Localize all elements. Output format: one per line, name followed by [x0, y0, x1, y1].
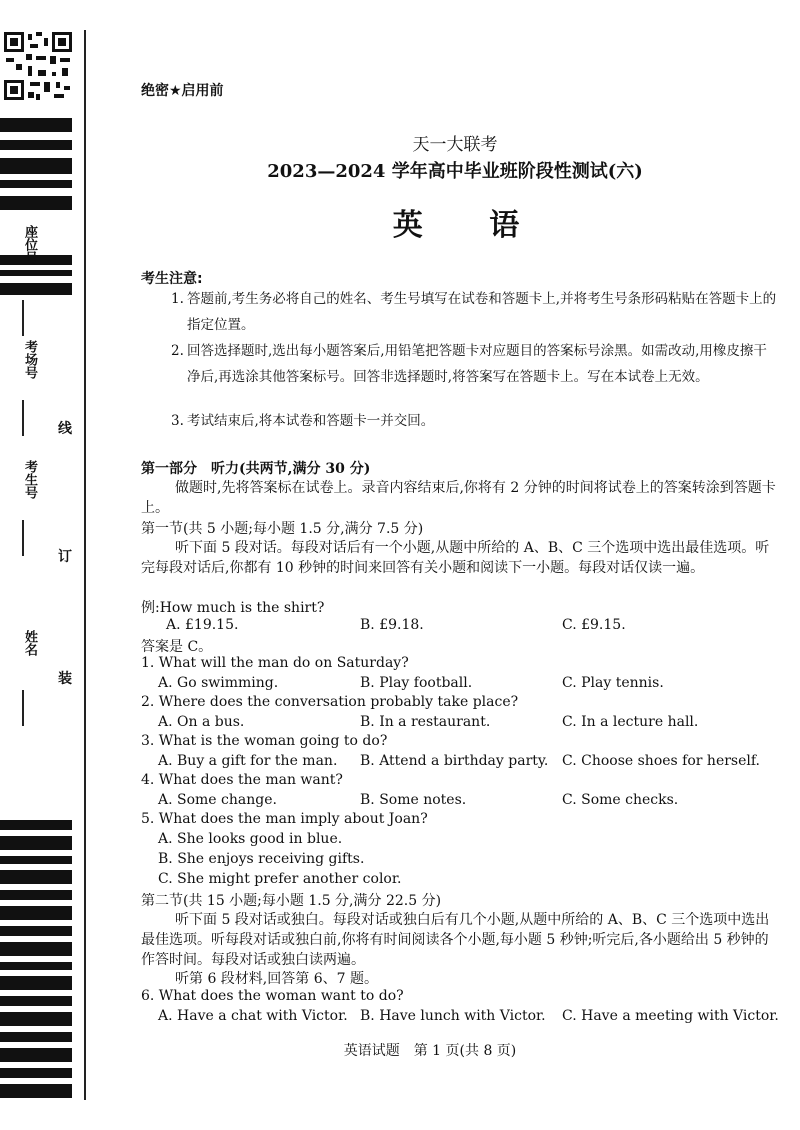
question-4-option-b: B. Some notes.	[360, 792, 467, 808]
binding-mark-bind: 装	[58, 671, 72, 687]
section1-title: 第一节(共 5 小题;每小题 1.5 分,满分 7.5 分)	[141, 521, 424, 537]
example-option-c: C. £9.15.	[562, 617, 626, 633]
section2-title: 第二节(共 15 小题;每小题 1.5 分,满分 22.5 分)	[141, 893, 442, 909]
example-option-a: A. £19.15.	[166, 617, 239, 633]
question-5-option-b: B. She enjoys receiving gifts.	[158, 851, 365, 867]
part1-intro: 做题时,先将答案标在试卷上。录音内容结束后,你将有 2 分钟的时间将试卷上的答案转涂到答题卡上。	[141, 480, 776, 516]
question-2-option-c: C. In a lecture hall.	[562, 714, 699, 730]
qr-code	[2, 30, 74, 102]
page-footer: 英语试题 第 1 页(共 8 页)	[343, 1043, 517, 1059]
section2-intro: 听下面 5 段对话或独白。每段对话或独白后有几个小题,从题中所给的 A、B、C 三个选项中选出最佳选项。听每段对话或独白前,你将有时间阅读各个小题,每小题 5 秒钟;听完后,各小题给出 5 秒钟的作答时间。每段对话或独白读两遍。	[141, 912, 770, 968]
question-3-option-a: A. Buy a gift for the man.	[158, 753, 338, 769]
question-1: 1. What will the man do on Saturday?	[141, 655, 409, 671]
subject-title: 英 语	[392, 208, 548, 243]
seat-number-label: 座位号	[22, 225, 37, 264]
question-2: 2. Where does the conversation probably take place?	[141, 694, 519, 710]
question-6-option-a: A. Have a chat with Victor.	[158, 1008, 348, 1024]
exam-room-label: 考场号	[22, 340, 37, 379]
exam-title: 2023—2024 学年高中毕业班阶段性测试(六)	[267, 161, 643, 182]
student-id-label: 考生号	[22, 460, 37, 499]
example-answer: 答案是 C。	[141, 639, 213, 655]
example-option-b: B. £9.18.	[360, 617, 424, 633]
confidential-label: 绝密★启用前	[141, 83, 224, 99]
example-question: 例:How much is the shirt?	[141, 600, 325, 616]
notice-item-2: 2. 回答选择题时,选出每小题答案后,用铅笔把答题卡对应题目的答案标号涂黑。如需改动,用橡皮擦干净后,再选涂其他答案标号。回答非选择题时,将答案写在答题卡上。写在本试卷上无效。	[171, 343, 767, 385]
question-6-option-b: B. Have lunch with Victor.	[360, 1008, 546, 1024]
question-4: 4. What does the man want?	[141, 772, 343, 788]
notice-item-3: 3. 考试结束后,将本试卷和答题卡一并交回。	[171, 413, 435, 429]
binding-mark-line: 线	[58, 421, 72, 437]
section1-intro: 听下面 5 段对话。每段对话后有一个小题,从题中所给的 A、B、C 三个选项中选出最佳选项。听完每段对话后,你都有 10 秒钟的时间来回答有关小题和阅读下一小题。每段对话仅读一遍。	[141, 540, 770, 576]
name-label: 姓名	[22, 630, 37, 656]
question-2-option-b: B. In a restaurant.	[360, 714, 491, 730]
question-5: 5. What does the man imply about Joan?	[141, 811, 428, 827]
part1-title: 第一部分 听力(共两节,满分 30 分)	[141, 461, 371, 477]
question-2-option-a: A. On a bus.	[158, 714, 245, 730]
question-4-option-a: A. Some change.	[158, 792, 277, 808]
binding-mark-staple: 订	[58, 549, 72, 565]
organization-title: 天一大联考	[412, 135, 498, 155]
notice-title: 考生注意:	[141, 271, 203, 287]
question-1-option-c: C. Play tennis.	[562, 675, 664, 691]
question-1-option-b: B. Play football.	[360, 675, 473, 691]
question-6: 6. What does the woman want to do?	[141, 988, 404, 1004]
question-5-option-c: C. She might prefer another color.	[158, 871, 402, 887]
material-6-instruction: 听第 6 段材料,回答第 6、7 题。	[175, 971, 378, 987]
question-6-option-c: C. Have a meeting with Victor.	[562, 1008, 779, 1024]
question-4-option-c: C. Some checks.	[562, 792, 679, 808]
question-3-option-b: B. Attend a birthday party.	[360, 753, 549, 769]
question-3: 3. What is the woman going to do?	[141, 733, 388, 749]
question-3-option-c: C. Choose shoes for herself.	[562, 753, 760, 769]
notice-item-1: 1. 答题前,考生务必将自己的姓名、考生号填写在试卷和答题卡上,并将考生号条形码粘贴在答题卡上的指定位置。	[171, 291, 777, 333]
question-5-option-a: A. She looks good in blue.	[158, 831, 343, 847]
question-1-option-a: A. Go swimming.	[158, 675, 279, 691]
